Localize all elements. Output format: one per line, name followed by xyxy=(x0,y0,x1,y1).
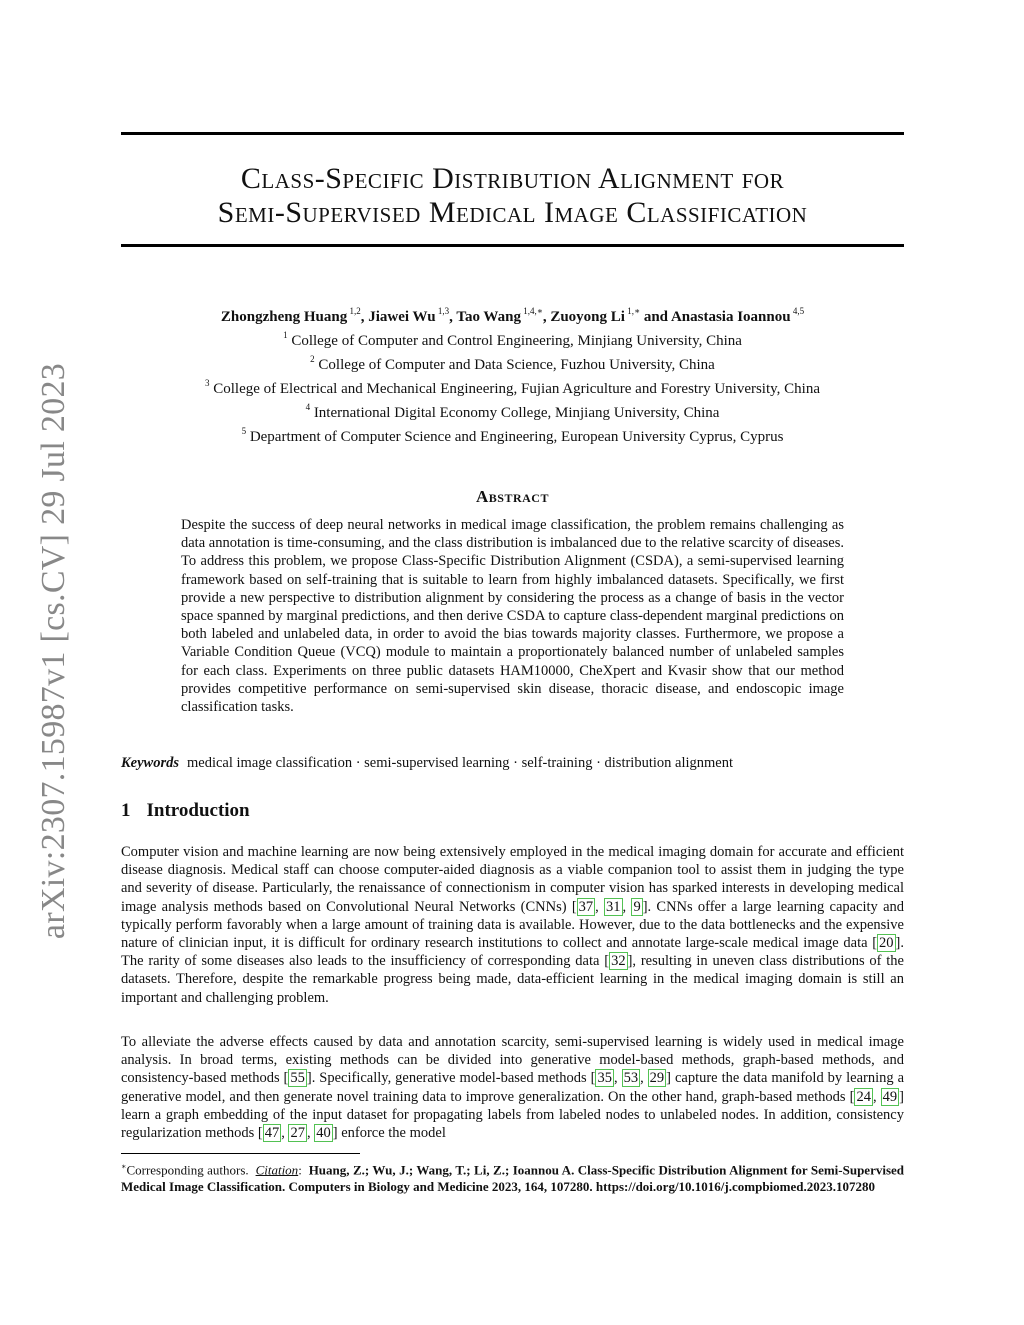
citation-link[interactable]: 20 xyxy=(879,935,894,952)
affiliation-text: College of Electrical and Mechanical Engineering, Fujian Agriculture and Forestry University, China xyxy=(209,381,821,397)
author-affiliation-mark: 1,2 xyxy=(347,306,361,316)
author-affiliation-mark: 4,5 xyxy=(790,306,805,316)
keywords-label: Keywords xyxy=(121,755,179,771)
section-title: Introduction xyxy=(146,800,250,821)
citation-link[interactable]: 49 xyxy=(882,1088,898,1105)
author-name: Jiawei Wu xyxy=(368,309,436,325)
citation-link[interactable]: 35 xyxy=(597,1070,612,1087)
affiliation-text: College of Computer and Data Science, Fuzhou University, China xyxy=(314,357,715,373)
citation-link[interactable]: 55 xyxy=(290,1070,305,1087)
affiliation-line xyxy=(121,375,904,399)
author-affiliation-mark: 1,3 xyxy=(435,306,450,316)
affiliation-list xyxy=(121,327,904,447)
footnote-corresponding: Corresponding authors. xyxy=(126,1162,249,1178)
citation-link[interactable]: 47 xyxy=(264,1125,280,1142)
affiliation-text: International Digital Economy College, Minjiang University, China xyxy=(310,405,720,421)
citation-text: Huang, Z.; Wu, J.; Wang, T.; Li, Z.; Ioannou A. Class-Specific Distribution Alignment for Semi-Supervised Medical Image Classification. Computers in Biology and Medicine 2023, 164, 107280. https://doi.org/10.1016/j.compbiomed.2023.107280 xyxy=(121,1162,905,1194)
section-heading xyxy=(121,800,250,822)
footnote-mark: ∗ xyxy=(121,1162,127,1171)
author-name: Zhongzheng Huang xyxy=(220,309,348,325)
citation-link[interactable]: 29 xyxy=(649,1070,665,1087)
author-name: Anastasia Ioannou xyxy=(670,309,791,325)
citation-link[interactable]: 53 xyxy=(623,1070,639,1087)
affiliation-number: 5 xyxy=(241,426,247,436)
abstract-text: Despite the success of deep neural networks in medical image classification, the problem remains challenging as data annotation is time-consuming, and the class distribution is imbalanced due to the relative scarcity of diseases. To address this problem, we propose Class-Specific Distribution Alignment (CSDA), a semi-supervised learning framework based on self-training that is suitable to learn from highly imbalanced datasets. Specifically, we first provide a new perspective to distribution alignment by considering the process as a change of basis in the vector space spanned by marginal predictions, and then derive CSDA to capture class-dependent marginal predictions on both labeled and unlabeled data, in order to avoid the bias towards majority classes. Furthermore, we propose a Variable Condition Queue (VCQ) module to maintain a proportionately balanced number of unlabeled samples for each class. Experiments on three public datasets HAM10000, CheXpert and Kvasir show that our method provides competitive performance on semi-supervised skin disease, thoracic disease, and endoscopic image classification tasks. xyxy=(181,517,844,716)
citation-link[interactable]: 40 xyxy=(316,1125,331,1142)
citation-link[interactable]: 9 xyxy=(633,898,641,915)
affiliation-line xyxy=(121,399,904,423)
author-name: Zuoyong Li xyxy=(550,309,625,325)
citation-label[interactable]: Citation xyxy=(255,1162,299,1178)
affiliation-text: Department of Computer Science and Engineering, European University Cyprus, Cyprus xyxy=(246,429,784,445)
affiliation-number: 2 xyxy=(310,354,315,364)
citation-link[interactable]: 32 xyxy=(611,953,626,970)
keywords xyxy=(121,755,904,772)
title-line-1: Class-Specific Distribution Alignment for xyxy=(240,162,785,195)
footnote: ∗Corresponding authors. Citation: Huang, Z.; Wu, J.; Wang, T.; Li, Z.; Ioannou A. Class-Specific Distribution Alignment for Semi-Supervised Medical Image Classification. Computers in Biology and Medicine 2023, 164, 107280. https://doi.org/10.1016/j.compbiomed.2023.107280 xyxy=(121,1162,905,1194)
citation-link[interactable]: 27 xyxy=(290,1125,305,1142)
intro-paragraph-1: Computer vision and machine learning are now being extensively employed in the medical imaging domain for accurate and efficient disease diagnosis. Medical staff can choose computer-aided diagnosis as a viable companion tool to assist them in judging the type and severity of disease. Particularly, the renaissance of connectionism in computer vision has sparked interests in developing medical image analysis methods based on Convolutional Neural Networks (CNNs) [ 37 , 31 , 9 ]. CNNs offer a large learning capacity and typically perform favorably when a large amount of training data is available. However, due to the data bottlenecks and the expensive nature of clinician input, it is difficult for ordinary research institutions to collect and annotate large-scale medical image data [ 20 ]. The rarity of some diseases also leads to the insufficiency of corresponding data [ 32 ], resulting in uneven class distributions of the datasets. Therefore, despite the remarkable progress being made, data-efficient learning in the medical imaging domain is still an important and challenging problem. xyxy=(121,844,905,1006)
keywords-text: medical image classification · semi-supervised learning · self-training · distribution alignment xyxy=(187,755,734,771)
title-line-2: Semi-Supervised Medical Image Classification xyxy=(217,196,808,229)
abstract-heading: Abstract xyxy=(476,487,549,506)
title-rule-bottom xyxy=(121,244,904,247)
author-name: Tao Wang xyxy=(456,309,521,325)
title-rule-top xyxy=(121,132,904,135)
citation-link[interactable]: 31 xyxy=(606,898,621,915)
author-affiliation-mark: 1,∗ xyxy=(624,306,641,316)
arxiv-stamp: arXiv:2307.15987v1 [cs.CV] 29 Jul 2023 xyxy=(35,362,72,940)
footnote-rule xyxy=(121,1153,360,1154)
affiliation-number: 3 xyxy=(204,378,210,388)
citation-link[interactable]: 37 xyxy=(578,898,594,915)
affiliation-line xyxy=(121,351,904,375)
affiliation-text: College of Computer and Control Engineering, Minjiang University, China xyxy=(287,333,742,349)
intro-paragraph-2: To alleviate the adverse effects caused by data and annotation scarcity, semi-supervised learning is widely used in medical image analysis. In broad terms, existing methods can be divided into generative model-based methods, graph-based methods, and consistency-based methods [ 55 ]. Specifically, generative model-based methods [ 35 , 53 , 29 ] capture the data manifold by learning a generative model, and then generate novel training data to improve generalization. On the other hand, graph-based methods [ 24 , 49 ] learn a graph embedding of the input dataset for propagating labels from labeled nodes to unlabeled nodes. In addition, consistency regularization methods [ 47 , 27 , 40 ] enforce the model xyxy=(121,1034,905,1142)
author-list: Zhongzheng Huang $^{1,2}$, Jiawei Wu $^{1,3}$, Tao Wang $^{1,4,∗}$, Zuoyong Li $^{1,∗}$ and Anastasia Ioannou $^{4,5}$ xyxy=(220,306,805,325)
author-affiliation-mark: 1,4,∗ xyxy=(520,306,543,316)
affiliation-line xyxy=(121,327,904,351)
citation-link[interactable]: 24 xyxy=(856,1088,871,1105)
affiliation-number: 1 xyxy=(283,330,288,340)
affiliation-line xyxy=(121,423,904,447)
affiliation-number: 4 xyxy=(305,402,311,412)
section-number: 1 xyxy=(121,800,131,821)
author-block xyxy=(121,303,904,447)
